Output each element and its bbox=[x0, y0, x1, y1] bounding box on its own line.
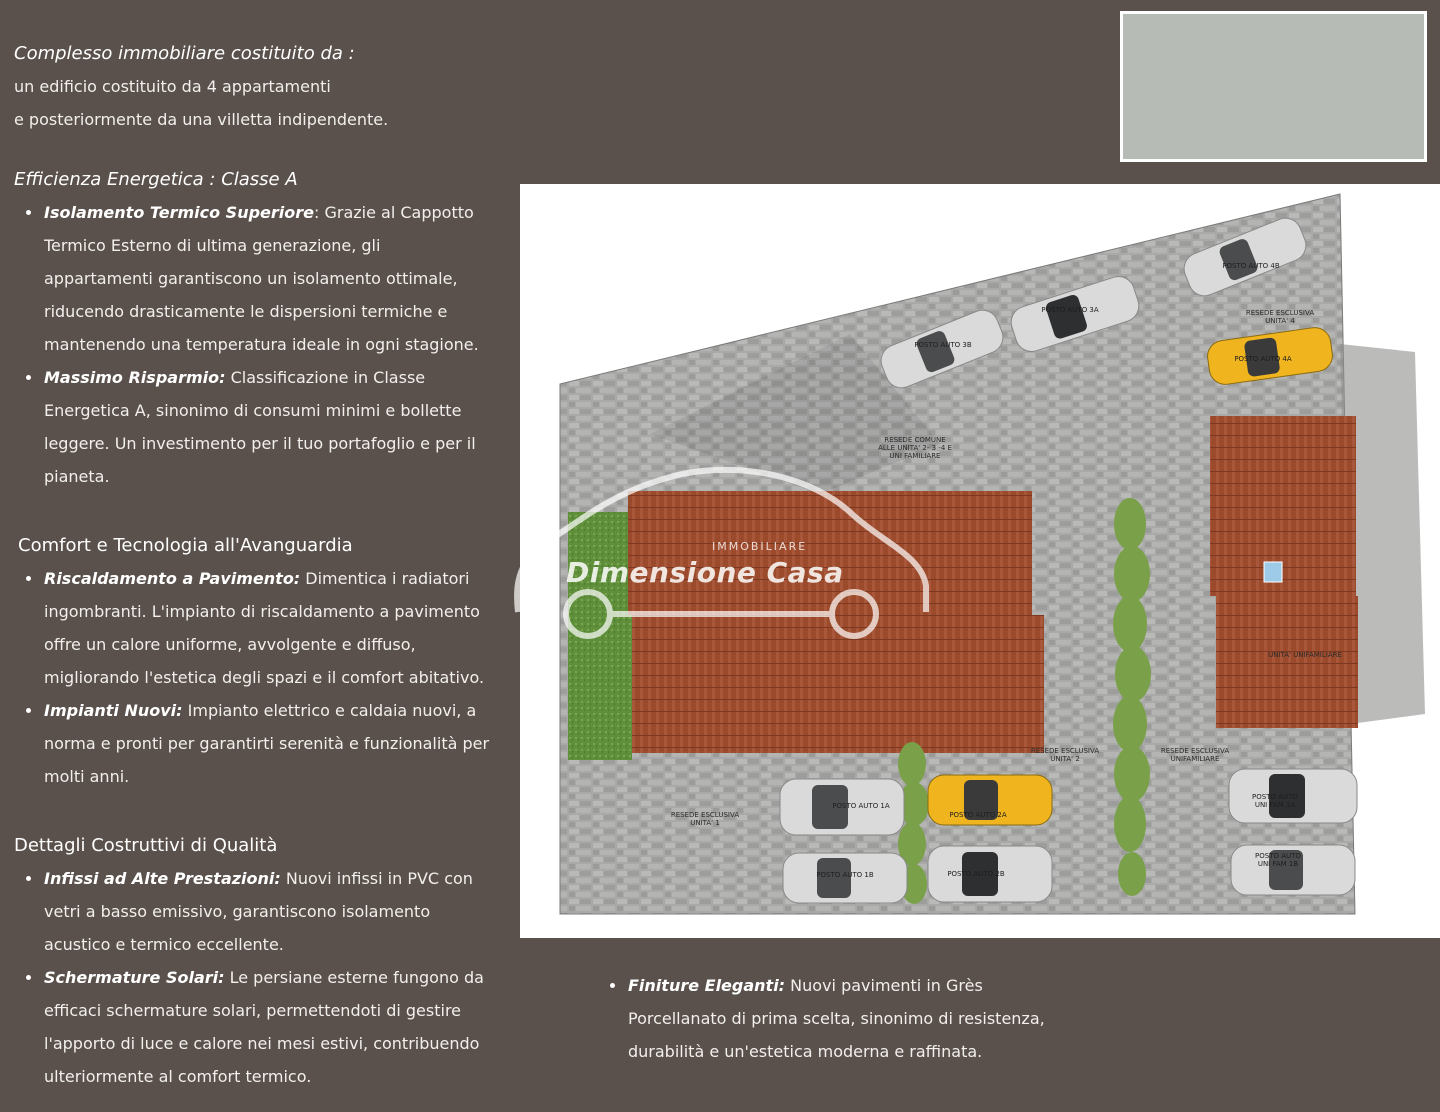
parking-label: POSTO AUTO 3B bbox=[914, 341, 972, 349]
area-label-unit2: RESEDE ESCLUSIVA UNITA' 2 bbox=[1030, 747, 1100, 763]
finishes-list bbox=[598, 969, 1078, 1068]
building-photo bbox=[1120, 11, 1427, 162]
energy-section bbox=[14, 164, 494, 493]
item-lead: Riscaldamento a Pavimento: bbox=[44, 569, 301, 588]
area-label-unit-unifam: UNITA' UNIFAMILIARE bbox=[1268, 651, 1342, 659]
energy-list bbox=[14, 196, 494, 493]
watermark-sub: IMMOBILIARE bbox=[712, 540, 808, 553]
item-text: Dimentica i radiatori ingombranti. L'impianto di riscaldamento a pavimento offre un calore uniforme, avvolgente e diffuso, migliorando l'estetica degli spazi e il comfort abitativo. bbox=[44, 569, 485, 687]
parking-label: POSTO AUTO 3A bbox=[1041, 306, 1099, 314]
list-item bbox=[44, 196, 494, 361]
villa-roof-top bbox=[1210, 416, 1356, 596]
area-label-unifam: RESEDE ESCLUSIVA UNIFAMILIARE bbox=[1160, 747, 1230, 763]
quality-heading: Dettagli Costruttivi di Qualità bbox=[14, 835, 278, 856]
item-text: Classificazione in Classe Energetica A, sinonimo di consumi minimi e bollette leggere. Un investimento per il tuo portafoglio e per il pianeta. bbox=[44, 368, 476, 486]
intro-title: Complesso immobiliare costituito da : bbox=[14, 43, 355, 64]
item-lead: Infissi ad Alte Prestazioni: bbox=[44, 869, 281, 888]
skylight bbox=[1264, 562, 1282, 582]
quality-list bbox=[14, 862, 494, 1093]
comfort-heading: Comfort e Tecnologia all'Avanguardia bbox=[18, 535, 353, 556]
parking-label: POSTO AUTO UNI FAM 1A bbox=[1252, 793, 1298, 809]
item-text: Impianto elettrico e caldaia nuovi, a norma e pronti per garantirti serenità e funzionalità per molti anni. bbox=[44, 701, 490, 786]
list-item bbox=[44, 361, 494, 493]
main-roof-top bbox=[628, 491, 1032, 615]
item-text: : Grazie al Cappotto Termico Esterno di ultima generazione, gli appartamenti garantiscono un isolamento ottimale, riducendo drasticamente le dispersioni termiche e mantenendo una temperatura ideale in ogni stagione. bbox=[44, 203, 479, 354]
area-label-unit4: RESEDE ESCLUSIVA UNITA' 4 bbox=[1245, 309, 1315, 325]
parking-label: POSTO AUTO 2B bbox=[947, 870, 1005, 878]
parking-label: POSTO AUTO 4B bbox=[1222, 262, 1280, 270]
intro-block bbox=[14, 38, 494, 136]
item-text: Nuovi pavimenti in Grès Porcellanato di prima scelta, sinonimo di resistenza, durabilità e un'estetica moderna e raffinata. bbox=[628, 976, 1045, 1061]
garden bbox=[568, 512, 632, 760]
quality-section bbox=[14, 830, 494, 1093]
item-text: Le persiane esterne fungono da efficaci schermature solari, permettendoti di gestire l'apporto di luce e calore nei mesi estivi, contribuendo ulteriormente al comfort termico. bbox=[44, 968, 484, 1086]
list-item bbox=[44, 862, 494, 961]
parking-label: POSTO AUTO 4A bbox=[1234, 355, 1292, 363]
parking-label: POSTO AUTO 2A bbox=[949, 811, 1007, 819]
energy-heading: Efficienza Energetica : Classe A bbox=[14, 169, 298, 190]
item-lead: Schermature Solari: bbox=[44, 968, 225, 987]
comfort-list bbox=[18, 562, 494, 793]
item-lead: Impianti Nuovi: bbox=[44, 701, 183, 720]
item-text: Nuovi infissi in PVC con vetri a basso emissivo, garantiscono isolamento acustico e termico eccellente. bbox=[44, 869, 473, 954]
list-item bbox=[44, 562, 494, 694]
comfort-section bbox=[18, 530, 494, 793]
item-lead: Finiture Eleganti: bbox=[628, 976, 786, 995]
main-roof-bottom bbox=[632, 615, 1044, 753]
parking-label: POSTO AUTO 1A bbox=[832, 802, 890, 810]
list-item bbox=[628, 969, 1078, 1068]
parking-label: POSTO AUTO 1B bbox=[816, 871, 874, 879]
list-item bbox=[44, 961, 494, 1093]
intro-line-1: un edificio costituito da 4 appartamenti bbox=[14, 77, 331, 96]
list-item bbox=[44, 694, 494, 793]
item-lead: Massimo Risparmio: bbox=[44, 368, 226, 387]
parking-label: POSTO AUTO UNI FAM 1B bbox=[1255, 852, 1301, 868]
item-lead: Isolamento Termico Superiore bbox=[44, 203, 314, 222]
area-label-unit1: RESEDE ESCLUSIVA UNITA' 1 bbox=[670, 811, 740, 827]
area-label-common: RESEDE COMUNE ALLE UNITA' 2- 3 -4 E UNI FAMILIARE bbox=[878, 436, 952, 460]
villa-roof-bottom bbox=[1216, 596, 1358, 728]
watermark-brand: Dimensione Casa bbox=[566, 556, 844, 589]
finishes-section bbox=[598, 969, 1078, 1068]
intro-line-2: e posteriormente da una villetta indipendente. bbox=[14, 110, 389, 129]
